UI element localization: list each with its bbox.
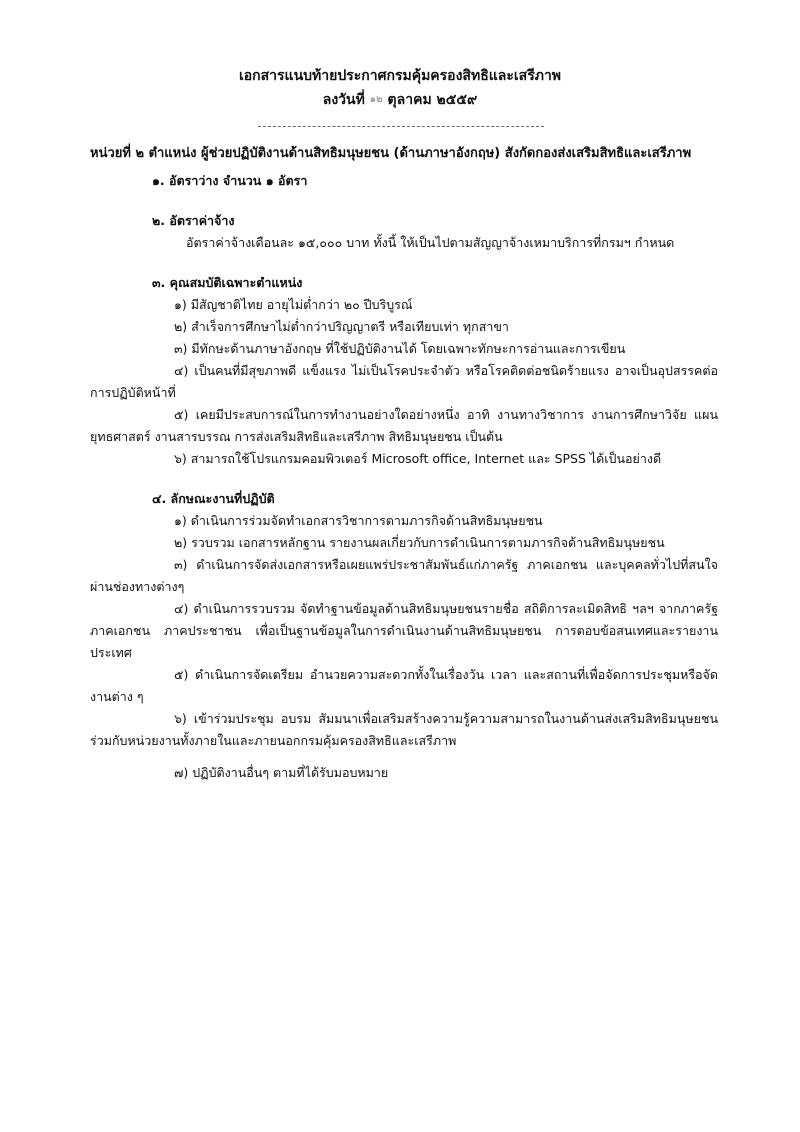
- document-header: [0, 64, 800, 112]
- section-wage-text: อัตราค่าจ้างเดือนละ ๑๕,๐๐๐ บาท ทั้งนี้ ให้เป็นไปตามสัญญาจ้างเหมาบริการที่กรมฯ กำหนด: [186, 235, 675, 250]
- unit-title: หน่วยที่ ๒ ตำแหน่ง ผู้ช่วยปฏิบัติงานด้านสิทธิมนุษยชน (ด้านภาษาอังกฤษ) สังกัดกองส่งเสริมสิทธิและเสรีภาพ: [90, 146, 692, 161]
- qualification-item: ๒) สำเร็จการศึกษาไม่ต่ำกว่าปริญญาตรี หรือเทียบเท่า ทุกสาขา: [174, 319, 509, 334]
- duty-item: ๕) ดำเนินการจัดเตรียม อำนวยความสะดวกทั้งในเรื่องวัน เวลา และสถานที่เพื่อจัดการประชุมหรือจัดงานต่าง ๆ: [90, 667, 718, 704]
- qualification-item: ๑) มีสัญชาติไทย อายุไม่ต่ำกว่า ๒๐ ปีบริบูรณ์: [174, 297, 413, 312]
- header-date: [0, 88, 800, 112]
- header-divider: [258, 126, 544, 127]
- section-qualification-heading: ๓. คุณสมบัติเฉพาะตำแหน่ง: [152, 275, 303, 290]
- qualification-item: ๔) เป็นคนที่มีสุขภาพดี แข็งแรง ไม่เป็นโรคประจำตัว หรือโรคติดต่อชนิดร้ายแรง อาจเป็นอุปสรรคต่อการปฏิบัติหน้าที่: [90, 363, 718, 400]
- date-prefix: ลงวันที่: [322, 92, 365, 108]
- duty-item: ๔) ดำเนินการรวบรวม จัดทำฐานข้อมูลด้านสิทธิมนุษยชนรายชื่อ สถิติการละเมิดสิทธิ ฯลฯ จากภาครัฐ ภาคเอกชน ภาคประชาชน เพื่อเป็นฐานข้อมูลในการดำเนินงานด้านสิทธิมนุษยชน การตอบข้อสนเทศและรายงานประเทศ: [90, 601, 718, 660]
- section-wage-heading: ๒. อัตราค่าจ้าง: [152, 213, 235, 228]
- date-day: ๑๒: [369, 94, 383, 105]
- section-vacancy-heading: ๑. อัตราว่าง จำนวน ๑ อัตรา: [152, 173, 308, 188]
- duty-item: ๑) ดำเนินการร่วมจัดทำเอกสารวิชาการตามภารกิจด้านสิทธิมนุษยชน: [174, 513, 543, 528]
- header-title: เอกสารแนบท้ายประกาศกรมคุ้มครองสิทธิและเสรีภาพ: [238, 68, 562, 84]
- document-body: [90, 170, 718, 784]
- duty-item: ๗) ปฏิบัติงานอื่นๆ ตามที่ได้รับมอบหมาย: [174, 765, 389, 780]
- qualification-item: ๖) สามารถใช้โปรแกรมคอมพิวเตอร์ Microsoft office, Internet และ SPSS ได้เป็นอย่างดี: [174, 451, 662, 466]
- qualification-item: ๓) มีทักษะด้านภาษาอังกฤษ ที่ใช้ปฏิบัติงานได้ โดยเฉพาะทักษะการอ่านและการเขียน: [174, 341, 626, 356]
- duty-item: ๒) รวบรวม เอกสารหลักฐาน รายงานผลเกี่ยวกับการดำเนินการตามภารกิจด้านสิทธิมนุษยชน: [174, 535, 665, 550]
- duty-item: ๓) ดำเนินการจัดส่งเอกสารหรือเผยแพร่ประชาสัมพันธ์แก่ภาครัฐ ภาคเอกชน และบุคคลทั่วไปที่สนใจผ่านช่องทางต่างๆ: [90, 557, 718, 594]
- qualification-item: ๕) เคยมีประสบการณ์ในการทำงานอย่างใดอย่างหนึ่ง อาทิ งานทางวิชาการ งานการศึกษาวิจัย แผนยุทธศาสตร์ งานสารบรรณ การส่งเสริมสิทธิและเสรีภาพ สิทธิมนุษยชน เป็นต้น: [90, 407, 718, 444]
- duty-item: ๖) เข้าร่วมประชุม อบรม สัมมนาเพื่อเสริมสร้างความรู้ความสามารถในงานด้านส่งเสริมสิทธิมนุษยชนร่วมกับหน่วยงานทั้งภายในและภายนอกกรมคุ้มครองสิทธิและเสรีภาพ: [90, 711, 718, 748]
- date-suffix: ตุลาคม ๒๕๕๙: [387, 92, 478, 108]
- section-duties-heading: ๔. ลักษณะงานที่ปฏิบัติ: [152, 491, 275, 506]
